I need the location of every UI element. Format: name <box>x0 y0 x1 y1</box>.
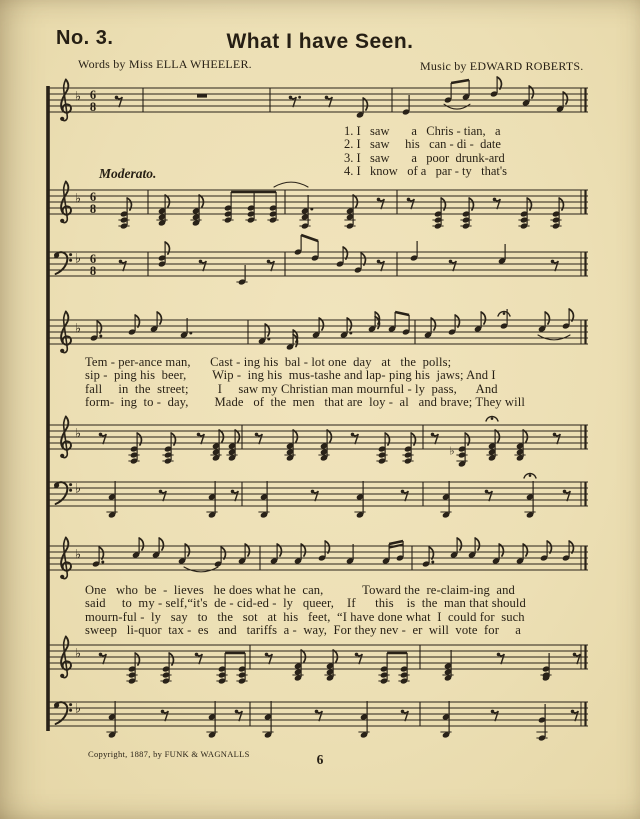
page-number: 6 <box>316 752 324 767</box>
svg-text:6: 6 <box>89 87 97 102</box>
svg-text:6: 6 <box>89 189 97 204</box>
lyrics-block-1 <box>85 356 525 410</box>
verse-cue-line: 4. I know of a par - ty that's <box>344 164 507 179</box>
lyric-line: One who be - lieves he does what he can, Toward the re-claim-ing and <box>85 583 515 597</box>
svg-text:♭: ♭ <box>74 701 82 717</box>
hymn-number: No. 3. <box>56 27 114 49</box>
verse-cues <box>344 125 507 179</box>
svg-text:♭: ♭ <box>74 547 82 563</box>
lyric-line: mourn-ful - ly say to the sot at his feet, “I have done what I could for such <box>85 609 525 624</box>
verse-cue-line: 3. I saw a poor drunk-ard <box>344 150 505 165</box>
words-credit: Words by Miss ELLA WHEELER. <box>78 57 252 71</box>
lyric-line: Tem - per-ance man, Cast - ing his bal - lot one day at the polls; <box>85 355 452 369</box>
svg-text:♭: ♭ <box>74 251 82 267</box>
verse-cue-line: 1. I saw a Chris - tian, a <box>344 124 501 138</box>
music-credit: Music by EDWARD ROBERTS. <box>420 59 584 73</box>
svg-text:♭: ♭ <box>449 444 455 458</box>
svg-text:♭: ♭ <box>74 89 82 105</box>
svg-text:♭: ♭ <box>74 426 82 442</box>
tempo-marking: Moderato. <box>99 166 157 181</box>
lyric-line: sweep li-quor tax - es and tariffs a - way, For they nev - er will vote for a <box>85 623 521 638</box>
svg-text:♭: ♭ <box>74 191 82 207</box>
lyric-line: form- ing to - day, Made of the men that are loy - al and brave; They will <box>85 395 525 410</box>
lyric-line: sip - ping his beer, Wip - ing his mus-tashe and lap- ping his jaws; And I <box>85 368 496 383</box>
svg-text:♭: ♭ <box>74 646 82 662</box>
svg-text:8: 8 <box>89 264 97 279</box>
lyric-line: said to my - self,“it's de - cid-ed - ly queer, If this is the man that should <box>85 596 526 611</box>
verse-cue-line: 2. I saw his can - di - date <box>344 137 501 152</box>
svg-text:♭: ♭ <box>74 481 82 497</box>
page-title: What I have Seen. <box>226 30 414 53</box>
lyric-line: fall in the street; I saw my Christian man mournful - ly pass, And <box>85 381 498 396</box>
svg-text:8: 8 <box>89 202 97 217</box>
copyright-notice: Copyright, 1887, by FUNK & WAGNALLS <box>88 749 250 759</box>
svg-text:♭: ♭ <box>74 321 82 337</box>
lyrics-block-2 <box>85 584 526 638</box>
svg-text:8: 8 <box>89 100 97 115</box>
svg-text:6: 6 <box>89 251 97 266</box>
